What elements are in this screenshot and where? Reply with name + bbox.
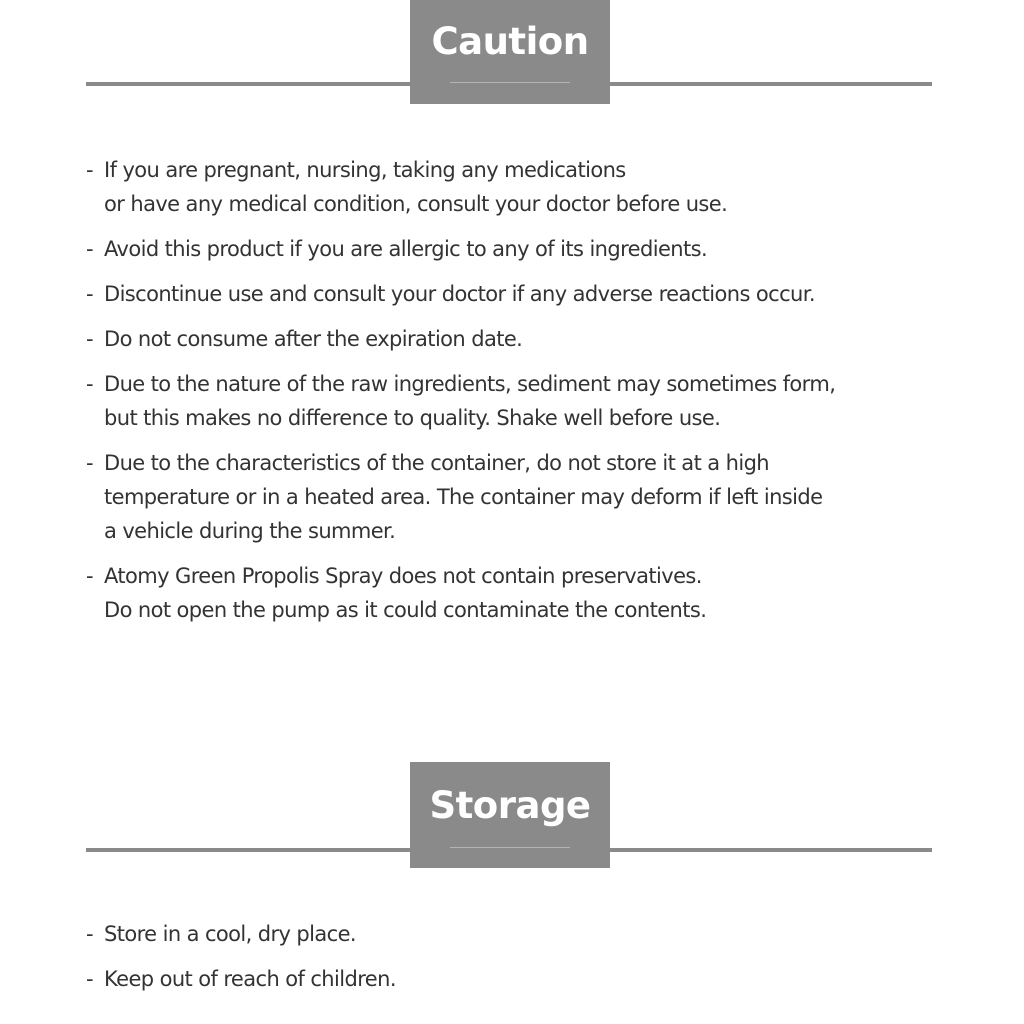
list-item-dash: - — [86, 282, 93, 306]
list-item-text: Discontinue use and consult your doctor if any adverse reactions occur. — [104, 282, 815, 306]
list-item-dash: - — [86, 922, 93, 946]
list-item-text: Keep out of reach of children. — [104, 967, 396, 991]
list-item-dash: - — [86, 372, 93, 396]
list-item-text: Due to the characteristics of the container, do not store it at a high — [104, 451, 770, 475]
caution-title-underline — [450, 82, 570, 83]
list-item-dash: - — [86, 967, 93, 991]
list-item — [86, 322, 946, 356]
caution-list — [86, 153, 946, 638]
list-item — [86, 559, 946, 627]
list-item-text: Do not open the pump as it could contaminate the contents. — [104, 598, 707, 622]
list-item-dash: - — [86, 564, 93, 588]
list-item-text: Atomy Green Propolis Spray does not contain preservatives. — [104, 564, 702, 588]
list-item — [86, 153, 946, 221]
list-item-text: but this makes no difference to quality. Shake well before use. — [104, 406, 721, 430]
list-item-dash: - — [86, 237, 93, 261]
list-item-text: Avoid this product if you are allergic to any of its ingredients. — [104, 237, 708, 261]
list-item-dash: - — [86, 158, 93, 182]
list-item-text: Store in a cool, dry place. — [104, 922, 357, 946]
list-item — [86, 232, 946, 266]
list-item-text: Due to the nature of the raw ingredients, sediment may sometimes form, — [104, 372, 836, 396]
caution-title-box — [410, 0, 610, 104]
list-item-dash: - — [86, 451, 93, 475]
list-item-text: or have any medical condition, consult your doctor before use. — [104, 192, 728, 216]
list-item — [86, 962, 946, 996]
list-item — [86, 367, 946, 435]
storage-title-underline — [450, 847, 570, 848]
storage-title: Storage — [429, 784, 591, 827]
list-item — [86, 446, 946, 548]
storage-title-box — [410, 762, 610, 868]
storage-header — [0, 762, 1024, 868]
list-item-text: If you are pregnant, nursing, taking any medications — [104, 158, 626, 182]
list-item-dash: - — [86, 327, 93, 351]
list-item — [86, 277, 946, 311]
caution-header — [0, 0, 1024, 106]
list-item-text: temperature or in a heated area. The container may deform if left inside — [104, 485, 823, 509]
list-item — [86, 917, 946, 951]
storage-list — [86, 917, 946, 1007]
caution-title: Caution — [431, 20, 589, 63]
list-item-text: Do not consume after the expiration date. — [104, 327, 523, 351]
list-item-text: a vehicle during the summer. — [104, 519, 396, 543]
